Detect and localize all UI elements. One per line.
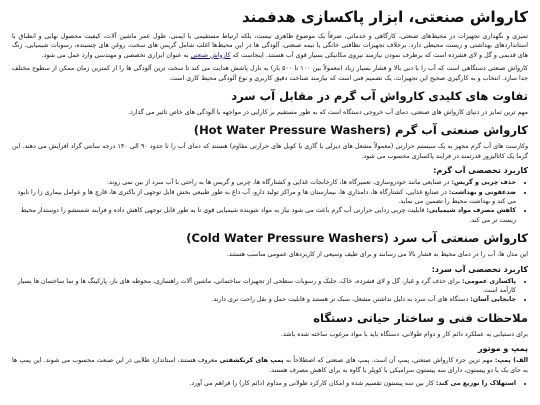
pump-label: الف) پمپ:: [494, 357, 528, 365]
intro-1-tail: به عنوان ابزاری تخصصی و مهندسی وارد عمل می شود.: [41, 51, 189, 59]
intro-paragraph-2: کارواش صنعتی دستگاهی است که آب را با دبی بالا و فشار بسیار زیاد (معمولاً بین ۱۰۰ تا ۵۰۰ بار) به نازل پاشش هدایت می کند تا سخت ترین آلودگی ها را از کمترین زمان ممکن از سطوح مختلف جدا سازد. انتخاب و به کارگیری صحیح این تجهیزات، یک تصمیم فنی است که نیازمند شناخت دقیق کاربری و نوع آلودگی محیط کاری است.: [12, 65, 528, 82]
section-technical-intro: برای دستیابی به عملکرد دائم کار و دوام طولانی، دستگاه باید با مواد مرغوب ساخته شده باشد.: [280, 330, 528, 338]
list-item-text: در صنایعی مانند خودروسازی، تعمیرگاه ها، کارخانجات غذایی و کشتارگاه ها، چربی و گریس ها به راحتی با آب سرد از بین نمی روند.: [107, 179, 450, 187]
list-item-bold: ضدعفونی و بهداشت:: [448, 188, 516, 196]
list-item-text: کار بین سه پیستون تقسیم شده و امکان کارکرد طولانی و مداوم (دائم کار) را فراهم می آورد.: [189, 379, 434, 387]
list-item: [12, 206, 516, 225]
section-differences-intro: مهم ترین تمایز در دنیای کارواش های صنعتی، دمای آب خروجی دستگاه است که به طور مستقیم بر کارایی در مواجهه با آلودگی های خاص تاثیر می گذارد.: [127, 108, 528, 116]
list-item: [12, 178, 516, 187]
pump-paragraph: [12, 356, 528, 375]
list-item-bold: استهلاک را توزیع می کند:: [435, 379, 516, 387]
list-item-bold: پاکسازی عمومی:: [461, 277, 516, 285]
pump-text-end: معروف هستند، استاندارد طلایی در این صنعت محسوب می شوند. این پمپ ها به جای یک یا دو پیستون، دارای سه پیستون سرامیکی با کوپلر یا گاوه به برای کاهش مصرف هستند.: [12, 357, 528, 374]
list-item: [12, 295, 516, 304]
cold-water-heading: کارواش صنعتی آب سرد (Cold Water Pressure Washers): [186, 231, 528, 246]
list-item-bold: کاهش مصرف مواد شیمیایی:: [426, 207, 516, 215]
list-item: [12, 277, 516, 296]
intro-1-text: تمیزی و نگهداری تجهیزات در محیط‌های صنعتی، کارگاهی و خدماتی، صرفاً یک موضوع ظاهری نیست، بلکه ارتباط مستقیمی با ایمنی، طول عمر ماشین آلات، کیفیت محصول نهایی و انطباق با استانداردهای بهداشتی و زیست محیطی دارد. برخلاف تجهیزات نظافتی خانگی یا نیمه صنعتی، آلودگی ها در این محیط‌ها اغلب شامل گریس های سخت، روغن های چسبنده، رسوبات شیمیایی، زنگ های قدیمی و گل و لای فشرده است که برطرف نمودن نیازمند نیروی مکانیکی بسیار قوی آب هستند. اینجاست که: [12, 33, 528, 59]
list-item-text: قابلیت چربی زدایی حرارتی آب گرم باعث می شود نیاز به مواد شوینده شیمیایی قوی تا به طور قابل توجهی کاهش داده و فرایند شستشو را دوستدار محیط زیست تر می کند.: [20, 207, 516, 224]
list-item-bold: جابجایی آسان:: [470, 296, 516, 304]
hot-water-list: [12, 178, 528, 225]
list-item-text: برای حذف گرد و غبار، گل و لای فشرده، خاک، جلبک و رسوبات سطحی از تجهیزات ساختمانی، ماشین آلات راهسازی، محوطه های باز، پارکینگ ها و نما ساختمان ها بسیار کارآمد است.: [17, 277, 516, 294]
list-item-bold: حذف چربی و گریس:: [451, 179, 516, 187]
cold-water-paragraph: این مدل ها، آب را در دمای محیط به فشار بالا می رسانند و برای طیف وسیعی از کاربردهای عمومی مناسب هستند.: [226, 251, 528, 259]
pump-crankshaft: پمپ های کرنکشفتی: [219, 357, 284, 365]
intro-paragraph-1: [12, 32, 528, 60]
list-item-text: دستگاه های آب سرد به دلیل نداشتن مشعل، سبک تر هستند و قابلیت حمل و نقل راحت تری دارند.: [211, 296, 469, 304]
hot-water-subheading: کاربرد تخصصی آب گرم:: [433, 166, 528, 176]
cold-water-list: [12, 277, 528, 305]
hot-water-paragraph: وکارست های آب گرم مجهز به یک سیستم حرارتی (معمولاً مشعل های دیزلی یا گازی یا کویل های حرارتی مقاوم) هستند که دمای آب را تا حدود ۹۰ الی ۱۴۰ درجه سانتی گراد افزایش می دهند. این گرما یک کاتالیزور قدرتمند در فرایند پاکسازی محسوب می شود.: [12, 143, 528, 160]
industrial-carwash-link[interactable]: کارواش صنعتی: [190, 51, 231, 59]
section-heading-technical: ملاحظات فنی و ساختار حیاتی دستگاه: [313, 310, 528, 325]
cold-water-subheading: کاربرد تخصصی آب سرد:: [431, 264, 528, 274]
pump-heading: پمپ و موتور: [478, 344, 528, 354]
page-title: کارواش صنعتی، ابزار پاکسازی هدفمند: [241, 8, 528, 26]
list-item: [12, 188, 516, 207]
pump-list: [12, 379, 528, 388]
hot-water-heading: کارواش صنعتی آب گرم (Hot Water Pressure Washers): [193, 123, 528, 138]
section-heading-differences: تفاوت های کلیدی کارواش آب گرم در مقابل آب سرد: [231, 89, 528, 104]
list-item: [12, 379, 516, 388]
pump-text: مهم ترین جزء کارواش صنعتی، پمپ آن است. پمپ های صنعتی که اصطلاحاً به: [285, 357, 493, 365]
list-item-text: در صنایع غذایی، کشتارگاه ها، دامداری ها، بیمارستان ها و مراکز تولید دارو، آب داغ به طور طبیعی بخش قابل توجهی از باکتری ها، قارچ ها و عوامل بیماری زا را نابود می کند و بهداشت محیط را تضمین می نماید.: [17, 188, 516, 205]
